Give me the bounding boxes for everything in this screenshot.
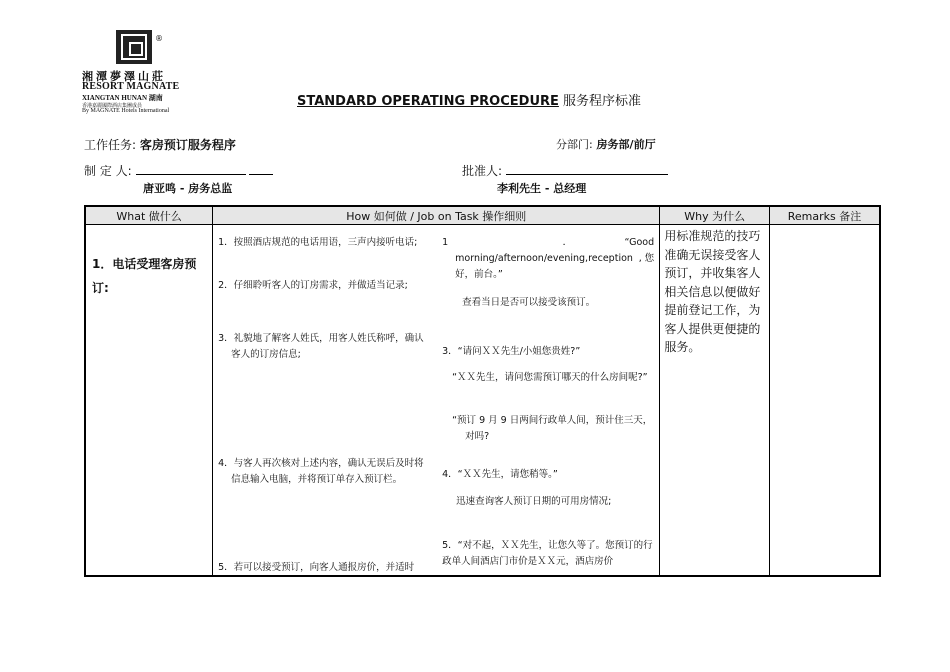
how-step: 2．仔细聆听客人的订房需求，并做适当记录; bbox=[218, 280, 408, 291]
task-value: 客房预订服务程序 bbox=[139, 138, 236, 152]
how-script: 4．“ＸＸ先生，请您稍等。” bbox=[442, 469, 558, 480]
maker-signature-line bbox=[136, 162, 246, 175]
why-cell bbox=[660, 225, 770, 577]
header-how: How 如何做 / Job on Task 操作细则 bbox=[213, 206, 660, 225]
approver-label: 批准人: bbox=[462, 164, 503, 178]
table-header-row bbox=[85, 206, 880, 225]
how-step: 4．与客人再次核对上述内容，确认无误后及时将信息输入电脑，并将预订单存入预订栏。 bbox=[218, 458, 424, 485]
header-what: What 做什么 bbox=[85, 206, 213, 225]
approver-name: 李利先生 - 总经理 bbox=[497, 182, 587, 195]
how-script: “ＸＸ先生，请问您需预订哪天的什么房间呢?” bbox=[452, 372, 648, 383]
approver-signature-line bbox=[506, 162, 668, 175]
how-step: 5．若可以接受预订，向客人通报房价，并适时 bbox=[218, 562, 415, 573]
what-cell bbox=[85, 225, 213, 577]
approver-line bbox=[462, 162, 668, 179]
header-why: Why 为什么 bbox=[660, 206, 770, 225]
title-cn: 服务程序标准 bbox=[563, 94, 642, 109]
registered-mark: ® bbox=[155, 34, 163, 43]
why-text: 用标准规范的技巧准确无误接受客人预订，并收集客人相关信息以便做好提前登记工作，为客人提供更便捷的服务。 bbox=[664, 229, 761, 354]
dept-line bbox=[556, 136, 656, 152]
how-script: 1 ．“Good morning/afternoon/evening,reception ,您好，前台。” bbox=[442, 237, 655, 280]
how-cell bbox=[213, 225, 660, 577]
what-text: 1．电话受理客房预订: bbox=[92, 257, 197, 295]
dept-value: 房务部/前厅 bbox=[596, 138, 656, 151]
how-script: 查看当日是否可以接受该预订。 bbox=[462, 297, 596, 308]
logo-location: XIANGTAN HUNAN 湖南 bbox=[82, 94, 163, 102]
how-script: 5．“对不起，ＸＸ先生，让您久等了。您预订的行政单人间酒店门市价是ＸＸ元，酒店房价 bbox=[442, 540, 653, 567]
sop-table bbox=[84, 205, 881, 577]
how-step: 1．按照酒店规范的电话用语，三声内接听电话; bbox=[218, 237, 418, 248]
maker-name: 唐亚鸣 - 房务总监 bbox=[143, 182, 233, 195]
maker-signature-line-2 bbox=[249, 162, 273, 175]
remarks-cell bbox=[769, 225, 880, 577]
maker-line bbox=[84, 162, 273, 179]
logo-by-line: By MAGNATE Hotels International bbox=[82, 108, 170, 114]
logo-emblem bbox=[116, 30, 152, 64]
task-label: 工作任务: bbox=[84, 138, 137, 152]
page-title bbox=[297, 90, 641, 109]
maker-label: 制 定 人: bbox=[84, 164, 132, 178]
header-remarks: Remarks 备注 bbox=[769, 206, 880, 225]
logo-name-cn: 湘潭夢澤山莊 bbox=[82, 70, 166, 83]
table-row bbox=[85, 225, 880, 577]
how-script: 迅速查询客人预订日期的可用房情况; bbox=[456, 496, 612, 507]
logo-name-en: RESORT MAGNATE bbox=[82, 81, 180, 92]
how-script: “预订 9 月 9 日两间行政单人间，预计住三天，对吗? bbox=[452, 415, 653, 442]
how-script: 3．“请问ＸＸ先生/小姐您贵姓?” bbox=[442, 346, 581, 357]
dept-label: 分部门: bbox=[556, 138, 593, 151]
title-main: STANDARD OPERATING PROCEDURE bbox=[297, 94, 559, 109]
logo-group-cn: 香港嘉麗國際酒店集團成員 bbox=[82, 103, 143, 109]
how-step: 3．礼貌地了解客人姓氏，用客人姓氏称呼，确认客人的订房信息; bbox=[218, 333, 424, 360]
task-line bbox=[84, 136, 236, 153]
